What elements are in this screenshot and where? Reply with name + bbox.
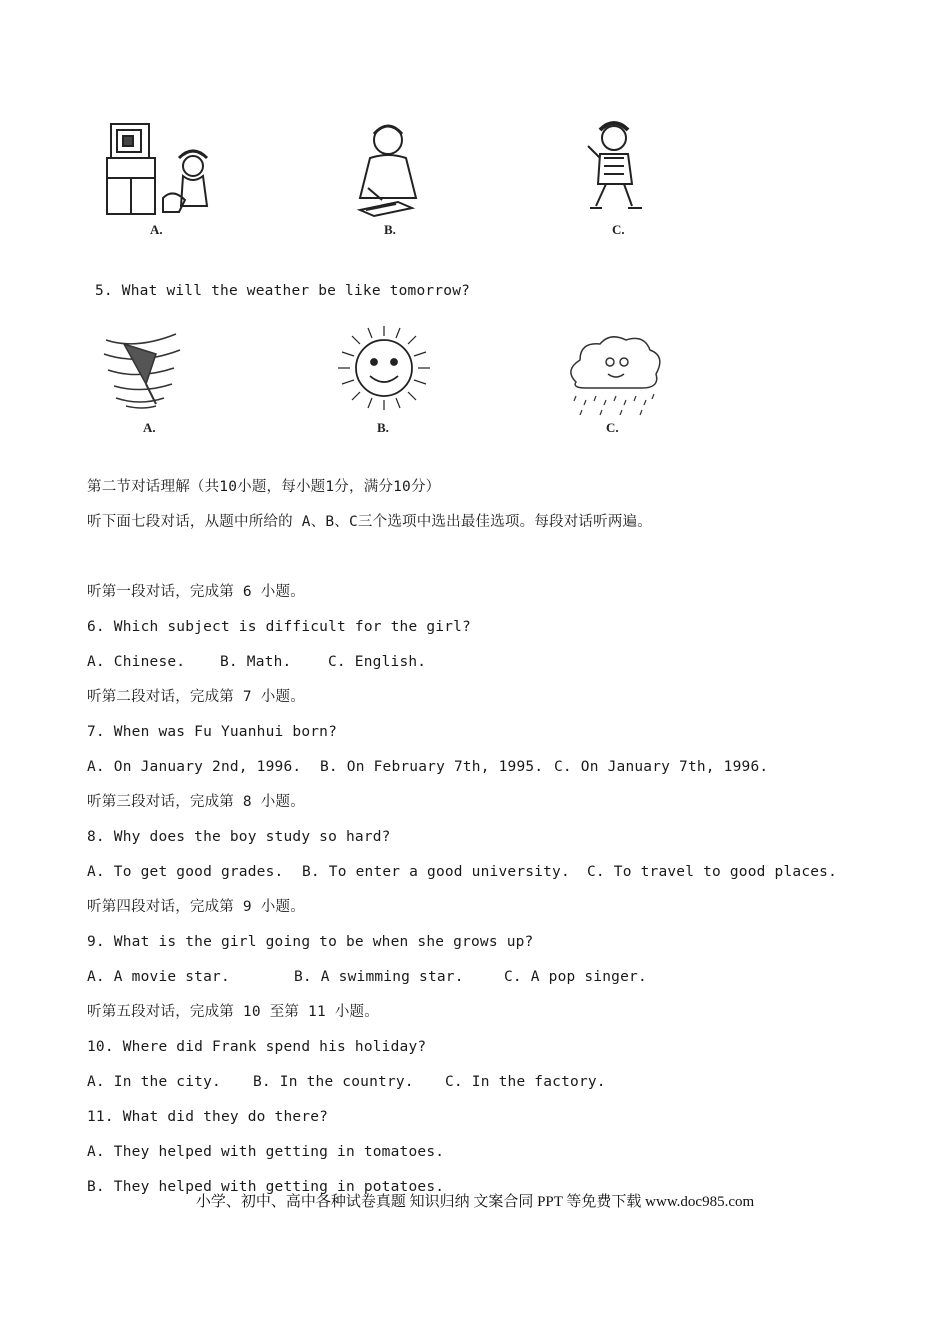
picture-b-caption: B. bbox=[384, 222, 396, 237]
picture-5c-caption: C. bbox=[606, 420, 619, 435]
picture-5b-caption: B. bbox=[377, 420, 389, 435]
question-text: 9. What is the girl going to be when she grows up? bbox=[87, 934, 534, 950]
question-5: 5. What will the weather be like tomorrow? bbox=[95, 283, 471, 299]
options-row bbox=[87, 967, 927, 987]
answer-option: B. To enter a good university. bbox=[302, 864, 570, 880]
answer-option: C. To travel to good places. bbox=[587, 864, 838, 880]
answer-option: B. In the country. bbox=[253, 1074, 414, 1090]
dialogue-instruction: 听第二段对话，完成第 7 小题。 bbox=[87, 689, 305, 705]
answer-option: A. They helped with getting in tomatoes. bbox=[87, 1144, 445, 1160]
picture-c-singing bbox=[578, 118, 648, 218]
rainy-weather-icon bbox=[562, 334, 666, 420]
answer-option: B. A swimming star. bbox=[294, 969, 464, 985]
options-row bbox=[87, 652, 927, 672]
options-row bbox=[87, 862, 927, 882]
answer-option: A. On January 2nd, 1996. bbox=[87, 759, 302, 775]
section-heading: 第二节对话理解（共10小题，每小题1分，满分10分） bbox=[87, 479, 441, 495]
page-footer: 小学、初中、高中各种试卷真题 知识归纳 文案合同 PPT 等免费下载 www.doc985.com bbox=[195, 1194, 755, 1210]
answer-option: B. On February 7th, 1995. bbox=[320, 759, 544, 775]
answer-option: C. English. bbox=[328, 654, 427, 670]
options-row bbox=[87, 757, 927, 777]
dialogue-instruction: 听第三段对话，完成第 8 小题。 bbox=[87, 794, 305, 810]
dialogue-instruction: 听第五段对话，完成第 10 至第 11 小题。 bbox=[87, 1004, 379, 1020]
answer-option: A. To get good grades. bbox=[87, 864, 284, 880]
answer-option: A. Chinese. bbox=[87, 654, 186, 670]
question-text: 7. When was Fu Yuanhui born? bbox=[87, 724, 338, 740]
question-text: 6. Which subject is difficult for the girl? bbox=[87, 619, 471, 635]
picture-c-caption: C. bbox=[612, 222, 625, 237]
question-text: 10. Where did Frank spend his holiday? bbox=[87, 1039, 427, 1055]
answer-option: B. They helped with getting in potatoes. bbox=[87, 1179, 445, 1195]
answer-option: A. A movie star. bbox=[87, 969, 230, 985]
question-text: 8. Why does the boy study so hard? bbox=[87, 829, 391, 845]
answer-option: A. In the city. bbox=[87, 1074, 221, 1090]
answer-option: C. A pop singer. bbox=[504, 969, 647, 985]
answer-option: C. In the factory. bbox=[445, 1074, 606, 1090]
section-instruction: 听下面七段对话，从题中所给的 A、B、C三个选项中选出最佳选项。每段对话听两遍。 bbox=[87, 514, 652, 530]
answer-option: B. Math. bbox=[220, 654, 292, 670]
picture-a-tv-watching bbox=[103, 118, 215, 218]
picture-5a-caption: A. bbox=[143, 420, 156, 435]
question-text: 11. What did they do there? bbox=[87, 1109, 329, 1125]
answer-option: C. On January 7th, 1996. bbox=[554, 759, 769, 775]
sunny-weather-icon bbox=[332, 322, 436, 414]
dialogue-instruction: 听第一段对话，完成第 6 小题。 bbox=[87, 584, 305, 600]
options-row bbox=[87, 1072, 927, 1092]
windy-weather-icon bbox=[96, 320, 188, 412]
picture-a-caption: A. bbox=[150, 222, 163, 237]
picture-b-drawing bbox=[352, 118, 432, 218]
dialogue-instruction: 听第四段对话，完成第 9 小题。 bbox=[87, 899, 305, 915]
